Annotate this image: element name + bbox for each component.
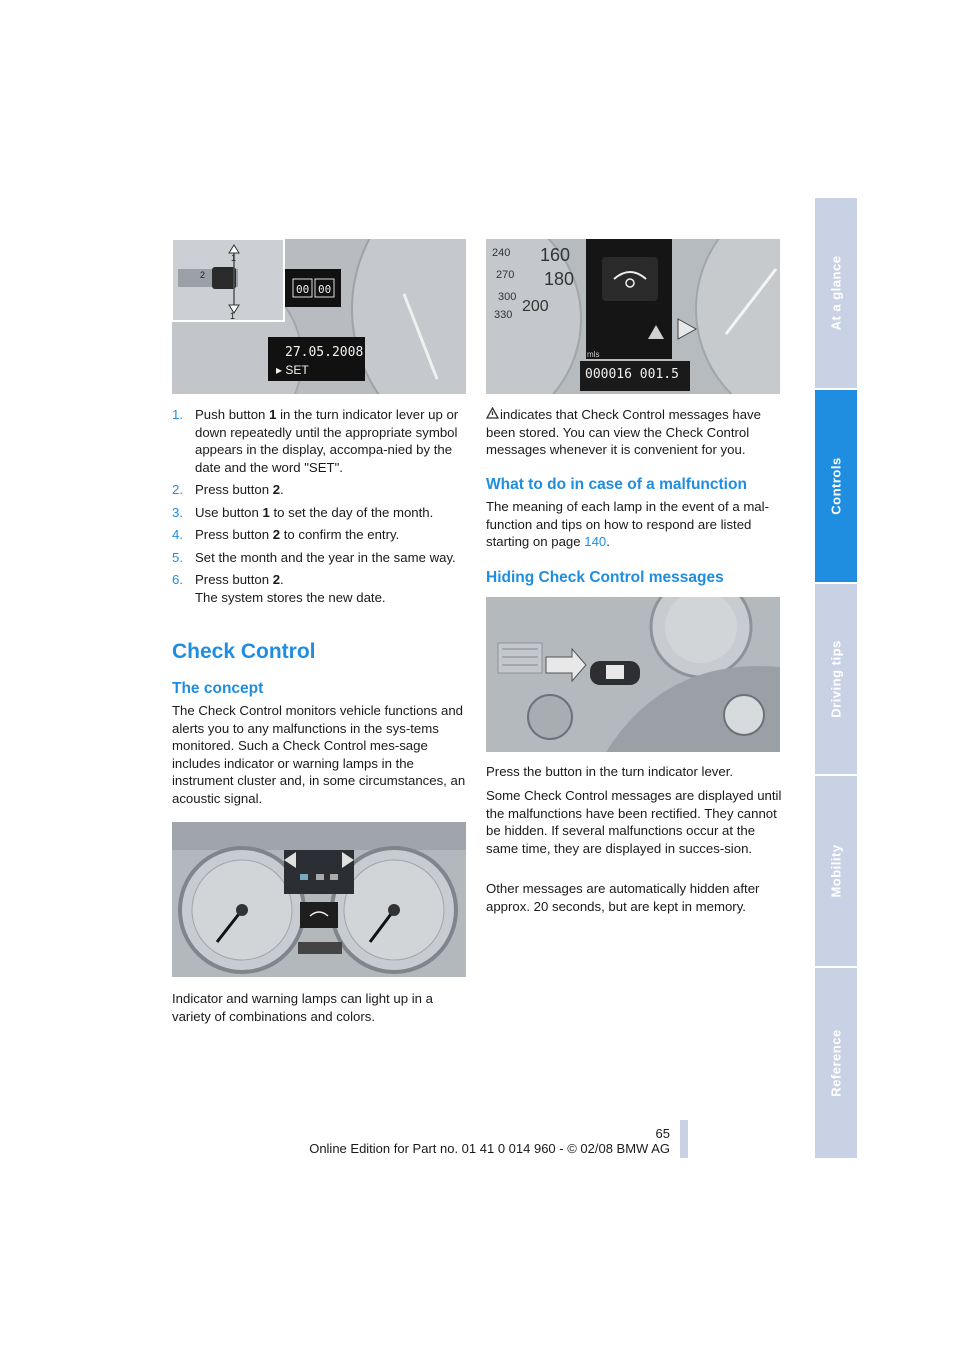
- concept-paragraph: The Check Control monitors vehicle functions and alerts you to any malfunctions in the sys-tems monitored. Such a Check Control mes-sage includes indicator or warning lamps in the instrument cluster and, in some circumstances, an acoustic signal.: [172, 703, 466, 806]
- steering-lever-illustration: [486, 597, 780, 752]
- hiding-heading: Hiding Check Control messages: [486, 569, 724, 586]
- svg-text:1: 1: [230, 311, 236, 321]
- press-button-paragraph: Press the button in the turn indicator lever.: [486, 764, 734, 779]
- step-item: 6. Press button 2. The system stores the new date.: [172, 572, 386, 605]
- step-item: 4. Press button 2 to confirm the entry.: [172, 527, 400, 542]
- instrument-cluster-figure: [172, 822, 466, 977]
- odometer-readout: 000016 001.5: [585, 367, 679, 382]
- edition-footer: Online Edition for Part no. 01 41 0 014 960 - © 02/08 BMW AG: [309, 1141, 670, 1156]
- page-number: 65: [655, 1126, 670, 1141]
- set-readout: ▸ SET: [276, 363, 309, 377]
- concept-heading: The concept: [172, 680, 264, 697]
- malfunction-paragraph: The meaning of each lamp in the event of a mal-function and tips on how to respond are listed starting on page 140.: [486, 499, 769, 549]
- step-item: 1. Push button 1 in the turn indicator lever up or down repeatedly until the appropriate symbol appears in the display, accompa-nied by the date and the word "SET".: [172, 407, 459, 475]
- chapter-tab-bar: [815, 198, 857, 1160]
- svg-text:00: 00: [296, 283, 310, 296]
- lever-button-2-callout: 2: [200, 270, 206, 280]
- step-item: 3. Use button 1 to set the day of the month.: [172, 504, 434, 520]
- svg-text:00: 00: [318, 283, 332, 296]
- date-steps-list: [172, 406, 472, 611]
- date-setting-figure: [172, 239, 466, 394]
- date-readout: 27.05.2008: [285, 345, 364, 360]
- steering-lever-figure: [486, 597, 780, 752]
- persistent-messages-paragraph: Some Check Control messages are displayed until the malfunctions have been rectified. They cannot be hidden. If several malfunctions occur at the same time, they are displayed in succes-sion.: [486, 788, 782, 856]
- auto-hide-paragraph: Other messages are automatically hidden after approx. 20 seconds, but are kept in memory.: [486, 881, 760, 914]
- lever-button-1-callout: 1: [231, 253, 237, 263]
- stored-messages-paragraph: indicates that Check Control messages have been stored. You can view the Check Control messages whenever it is convenient for you.: [486, 407, 761, 457]
- step-item: 5. Set the month and the year in the same way.: [172, 549, 456, 565]
- check-control-display-figure: 240 160 270 180 300 330 200 mls 000016 001.5: [486, 239, 780, 394]
- page-140-link[interactable]: 140: [584, 534, 607, 549]
- date-setting-illustration: [172, 239, 466, 394]
- step-item: 2. Press button 2.: [172, 482, 284, 497]
- tab-controls[interactable]: Controls: [815, 390, 857, 584]
- lamps-paragraph: Indicator and warning lamps can light up in a variety of combinations and colors.: [172, 991, 433, 1024]
- tab-at-a-glance[interactable]: At a glance: [815, 198, 857, 390]
- tab-mobility[interactable]: Mobility: [815, 776, 857, 968]
- check-control-title: Check Control: [172, 640, 316, 663]
- malfunction-heading: What to do in case of a malfunction: [486, 476, 747, 493]
- tab-driving-tips[interactable]: Driving tips: [815, 584, 857, 776]
- instrument-cluster-illustration: [172, 822, 466, 977]
- footer-marker: [680, 1120, 688, 1158]
- tab-reference[interactable]: Reference: [815, 968, 857, 1160]
- warning-triangle-icon: [486, 406, 500, 424]
